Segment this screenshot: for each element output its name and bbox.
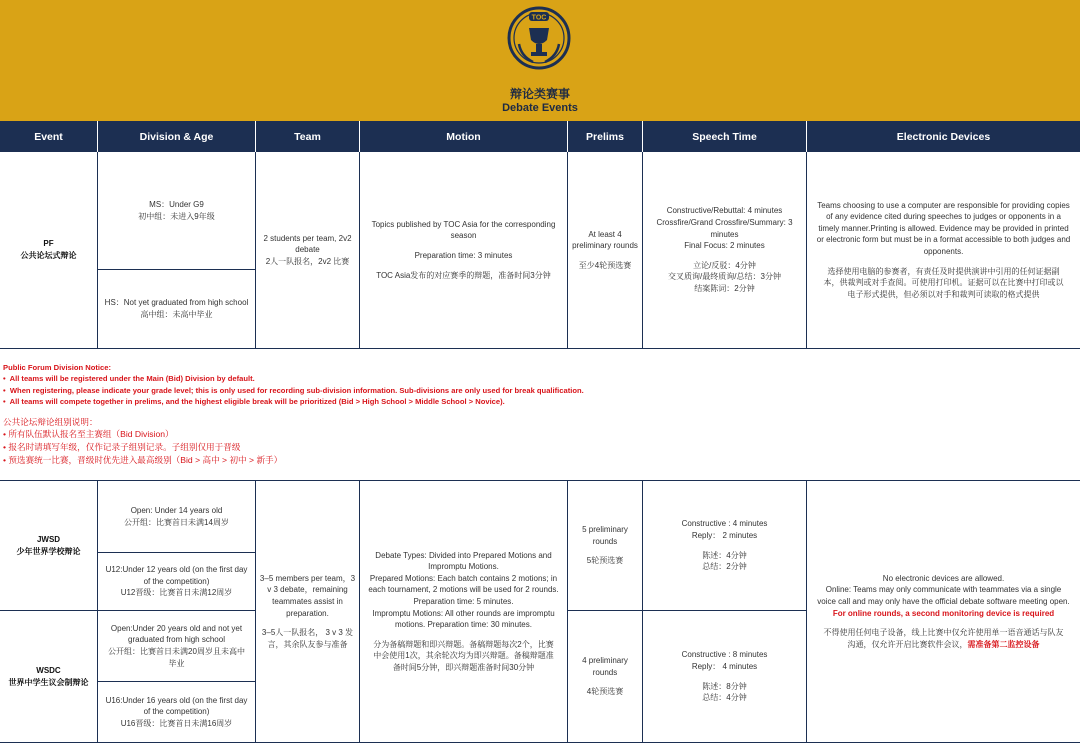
jwsd-speech-2: Reply： 2 minutes	[691, 530, 758, 540]
wsdc-speech-cell	[643, 611, 807, 743]
notice-bullet-en-1: • All teams will be registered under the Main (Bid) Division by default.	[3, 374, 255, 384]
jwsd-prelims-cell	[568, 481, 643, 611]
notice-bullet-en-1-text: All teams will be registered under the Main (Bid) Division by default.	[9, 374, 255, 384]
pf-prelims-1: At least 4	[588, 229, 622, 239]
col-speech-time: Speech Time	[643, 121, 807, 152]
notice-bullet-zh-1: • 所有队伍默认报名至主赛组（Bid Division）	[3, 429, 174, 440]
shared-team-zh-1: 3–5人一队报名， 3 v 3 发	[261, 628, 354, 638]
wsdc-speech-1: Constructive : 8 minutes	[681, 650, 768, 660]
col-prelims: Prelims	[568, 121, 643, 152]
pf-devices-en-2: of any evidence cited during speeches to judges or opponents in a	[826, 212, 1061, 222]
pf-motion-3: Preparation time: 3 minutes	[414, 251, 513, 260]
shared-team-en-2: v 3 debate，remaining	[267, 585, 348, 595]
shared-motion-4: each tournament, 2 motions will be used for 2 rounds.	[368, 585, 559, 595]
shared-devices-zh-red: 需准备第二监控设备	[967, 639, 1040, 649]
pf-hs-zh: 高中组：未高中毕业	[140, 310, 213, 319]
shared-devices-en-2: Online: Teams may only communicate with teammates via a single	[825, 585, 1062, 595]
wsdc-speech-zh-2: 总结：4分钟	[702, 693, 747, 703]
wsdc-speech-zh-1: 陈述：8分钟	[702, 681, 747, 691]
pf-ms-zh: 初中组：未进入9年级	[138, 211, 215, 221]
pf-devices-zh-3: 电子形式提供，但必须以对手和裁判可读取的格式提供	[847, 289, 1040, 299]
jwsd-speech-cell	[643, 481, 807, 611]
shared-motion-zh-1: 分为备稿辩题和即兴辩题。备稿辩题每次2个，比赛	[373, 639, 554, 649]
shared-motion-1: Debate Types: Divided into Prepared Motions and	[375, 550, 552, 560]
shared-devices-zh-1: 不得使用任何电子设备，线上比赛中仅允许使用单一语音通话与队友	[823, 628, 1064, 638]
logo-text: TOC	[531, 14, 547, 22]
shared-motion-3: Prepared Motions: Each batch contains 2 motions; in	[369, 573, 558, 583]
jwsd-prelims-zh: 5轮预选赛	[586, 556, 624, 566]
notice-bullet-en-3: • All teams will compete together in prelims, and the highest eligible break will be prioritized (Bid > High School > Middle School > Novice).	[3, 397, 505, 407]
pf-event-cell	[0, 152, 98, 349]
pf-speech-cell	[643, 152, 807, 349]
pf-speech-zh-2: 交叉质询/最终质询/总结：3分钟	[668, 272, 781, 282]
shared-motion-cell	[360, 481, 568, 743]
shared-devices-cell	[807, 481, 1080, 743]
col-division-age: Division & Age	[98, 121, 256, 152]
shared-team-cell	[256, 481, 360, 743]
pf-motion-cell	[360, 152, 568, 349]
notice-bullet-zh-2: • 报名时请填写年级，仅作记录子组别记录。子组别仅用于晋级	[3, 442, 241, 453]
shared-motion-zh-3: 备时间5分钟，即兴辩题准备时间30分钟	[392, 662, 535, 672]
notice-bullet-en-2-text: When registering, please indicate your grade level; this is only used for recording sub-division information. Sub-divisions are only used for break qualification.	[9, 385, 584, 395]
pf-team-en-2: debate	[295, 245, 320, 255]
pf-speech-1: Constructive/Rebuttal: 4 minutes	[666, 206, 783, 216]
shared-devices-en-1: No electronic devices are allowed.	[882, 573, 1005, 583]
wsdc-u16-cell	[98, 682, 256, 743]
pf-motion-zh: TOC Asia发布的对应赛季的辩题，准备时间3分钟	[376, 270, 551, 280]
shared-devices-zh-2-line	[848, 639, 1040, 651]
pf-notice	[0, 349, 1080, 481]
col-motion: Motion	[360, 121, 568, 152]
shared-team-zh-2: 言，其余队友参与准备	[267, 639, 348, 649]
pf-hs-en: HS：Not yet graduated from high school	[104, 298, 249, 308]
jwsd-prelims-1: 5 preliminary	[582, 525, 628, 535]
pf-devices-en-3: timely manner.Printing is allowed. Evidence may be provided in printed	[818, 223, 1069, 233]
notice-title-en: Public Forum Division Notice:	[3, 363, 112, 372]
shared-devices-zh-2: 沟通，仅允许开启比赛软件会议，	[847, 639, 968, 649]
shared-team-en-3: teammates assist in	[272, 596, 343, 606]
shared-team-en-1: 3–5 members per team，3	[259, 573, 356, 583]
pf-speech-3: minutes	[710, 229, 739, 239]
pf-event-en: PF	[43, 239, 54, 249]
jwsd-open-cell	[98, 481, 256, 553]
jwsd-u12-en-1: U12:Under 12 years old (on the first day	[105, 565, 248, 575]
pf-devices-en-1: Teams choosing to use a computer are responsible for providing copies	[817, 200, 1070, 210]
wsdc-prelims-2: rounds	[592, 667, 618, 677]
pf-motion-1: Topics published by TOC Asia for the corresponding	[371, 219, 556, 229]
pf-speech-4: Final Focus: 2 minutes	[684, 241, 765, 251]
jwsd-u12-cell	[98, 553, 256, 611]
pf-team-zh: 2人一队报名，2v2 比赛	[265, 256, 350, 266]
wsdc-u16-en-2: of the competition)	[143, 707, 210, 717]
col-event: Event	[0, 121, 98, 152]
jwsd-open-en: Open: Under 14 years old	[130, 505, 223, 515]
jwsd-prelims-2: rounds	[592, 536, 618, 546]
shared-devices-red: For online rounds, a second monitoring device is required	[832, 608, 1055, 618]
pf-team-cell	[256, 152, 360, 349]
jwsd-u12-zh: U12晋级：比赛首日未满12周岁	[120, 588, 233, 598]
pf-team-en-1: 2 students per team, 2v2	[263, 233, 352, 243]
pf-ms-en: MS：Under G9	[149, 199, 204, 209]
wsdc-open-en-2: graduated from high school	[128, 635, 225, 645]
jwsd-event-zh: 少年世界学校辩论	[16, 546, 81, 556]
shared-team-en-4: preparation.	[286, 608, 329, 618]
wsdc-prelims-cell	[568, 611, 643, 743]
pf-devices-cell	[807, 152, 1080, 349]
pf-speech-zh-3: 结案陈词：2分钟	[694, 283, 755, 293]
wsdc-u16-en-1: U16:Under 16 years old (on the first day	[105, 695, 248, 705]
jwsd-event-en: JWSD	[36, 534, 61, 544]
wsdc-open-zh-1: 公开组：比赛首日未满20周岁且未高中	[108, 647, 245, 656]
pf-devices-en-4: or electronic form but must be in a format accessible to both judges and	[816, 235, 1071, 245]
shared-motion-6: Impromptu Motions: All other rounds are impromptu	[372, 608, 555, 618]
pf-speech-zh-1: 立论/反驳：4分钟	[693, 260, 756, 270]
pf-prelims-zh: 至少4轮预选赛	[578, 260, 632, 270]
shared-devices-en-3: voice call and may only have the official debate software meeting open.	[817, 596, 1070, 606]
pf-devices-zh-2: 本，供裁判或对手查阅。可使用打印机。证据可以在比赛中打印或以	[823, 278, 1064, 288]
pf-devices-en-5: opponents.	[923, 247, 964, 256]
wsdc-prelims-zh: 4轮预选赛	[586, 687, 624, 697]
pf-motion-2: season	[450, 231, 477, 241]
pf-hs-cell	[98, 270, 256, 349]
pf-event-zh: 公共论坛式辩论	[20, 251, 77, 260]
pf-ms-cell	[98, 152, 256, 270]
jwsd-event-cell	[0, 481, 98, 611]
jwsd-open-zh: 公开组：比赛首日未满14周岁	[124, 517, 229, 527]
pf-prelims-2: preliminary rounds	[572, 241, 638, 251]
pf-devices-zh-1: 选择使用电脑的参赛者，有责任及时提供演讲中引用的任何证据副	[827, 266, 1060, 276]
jwsd-u12-en-2: of the competition)	[143, 576, 210, 586]
notice-bullet-zh-3: • 预选赛统一比赛，晋级时优先进入最高级别（Bid > 高中 > 初中 > 新手）	[3, 455, 283, 466]
shared-motion-2: Impromptu Motions.	[428, 562, 499, 572]
wsdc-prelims-1: 4 preliminary	[582, 656, 628, 666]
notice-bullet-en-3-text: All teams will compete together in prelims, and the highest eligible break will be prioritized (Bid > High School > Middle School > Novice).	[9, 397, 505, 407]
wsdc-event-zh: 世界中学生议会制辩论	[8, 677, 89, 687]
toc-logo	[507, 6, 571, 70]
wsdc-speech-2: Reply： 4 minutes	[691, 661, 758, 671]
wsdc-u16-zh: U16晋级：比赛首日未满16周岁	[120, 718, 233, 728]
jwsd-speech-zh-2: 总结：2分钟	[702, 562, 747, 572]
col-team: Team	[256, 121, 360, 152]
notice-bullet-en-2: • When registering, please indicate your grade level; this is only used for recording sub-division information. Sub-divisions are only used for break qualification.	[3, 385, 584, 395]
title-en: Debate Events	[502, 102, 578, 114]
pf-prelims-cell	[568, 152, 643, 349]
wsdc-event-en: WSDC	[36, 665, 61, 675]
jwsd-speech-zh-1: 陈述：4分钟	[702, 550, 747, 560]
wsdc-open-cell	[98, 611, 256, 682]
wsdc-event-cell	[0, 611, 98, 743]
shared-motion-zh-2: 中会使用1次，其余轮次均为即兴辩题。备稿辩题准	[373, 651, 554, 661]
title-zh: 辩论类赛事	[509, 87, 570, 101]
shared-motion-7: motions. Preparation time: 30 minutes.	[395, 620, 532, 630]
wsdc-open-en-1: Open:Under 20 years old and not yet	[110, 623, 243, 633]
shared-motion-5: Preparation time: 5 minutes.	[413, 596, 514, 606]
jwsd-speech-1: Constructive : 4 minutes	[681, 519, 768, 529]
wsdc-open-zh-2: 毕业	[168, 658, 185, 668]
pf-speech-2: Crossfire/Grand Crossfire/Summary: 3	[656, 218, 793, 228]
col-electronic-devices: Electronic Devices	[807, 121, 1080, 152]
notice-title-zh: 公共论坛辩论组别说明：	[3, 416, 98, 427]
